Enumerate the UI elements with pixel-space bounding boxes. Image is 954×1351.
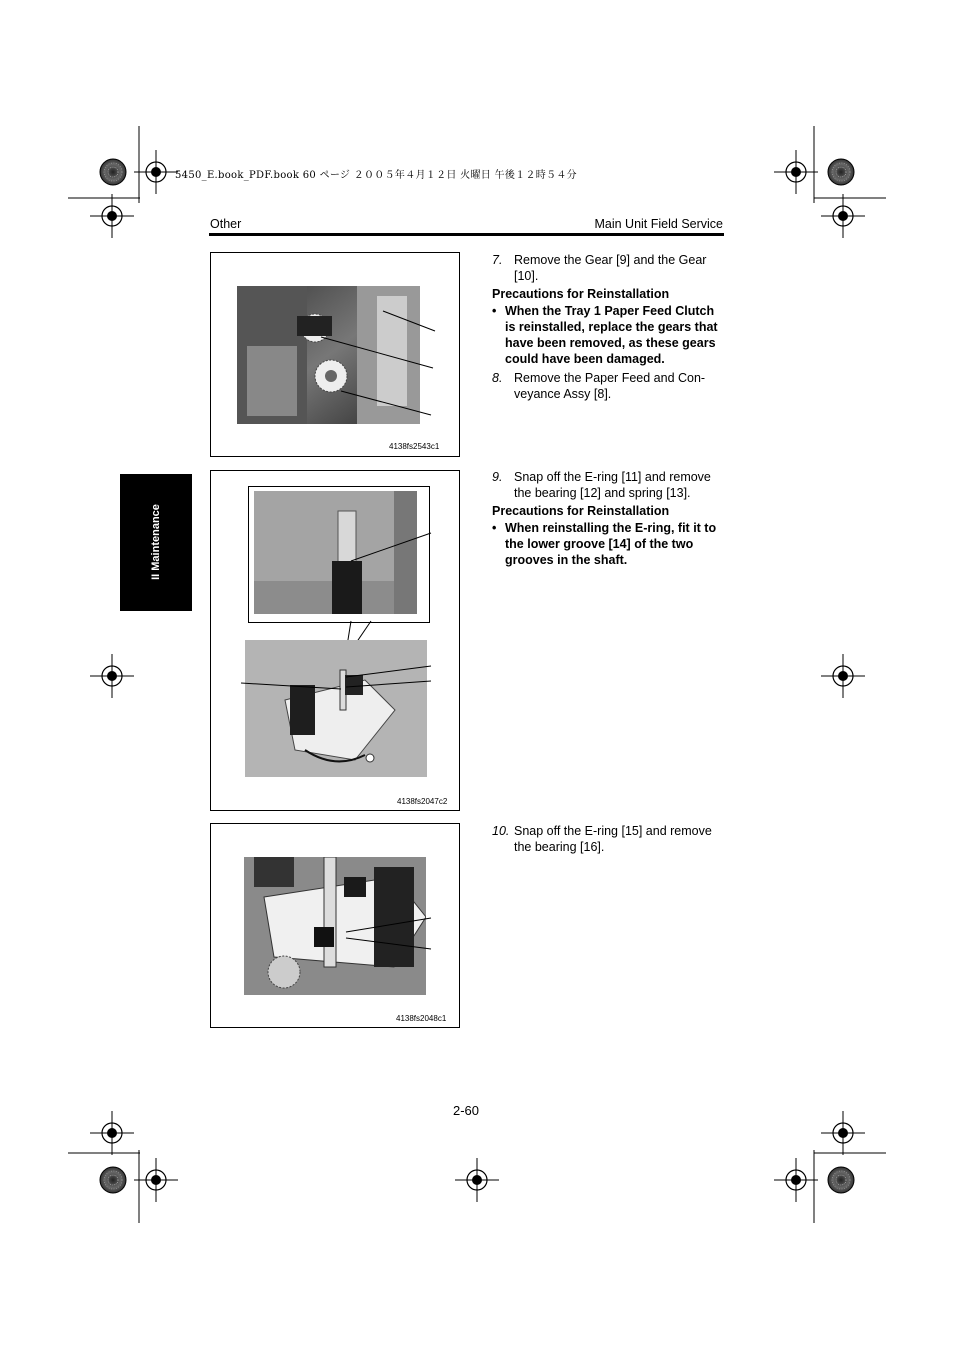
step-text: Remove the Gear [9] and the Gear [10]. xyxy=(514,253,707,283)
figure-2 xyxy=(210,470,460,811)
figure-1-leaders xyxy=(211,253,459,456)
figure-1-code: 4138fs2543c1 xyxy=(389,442,440,451)
figure-3 xyxy=(210,823,460,1028)
precaution-text: When the Tray 1 Paper Feed Clutch is reinstalled, replace the gears that have been removed, as these gears could have been damaged. xyxy=(505,304,718,366)
header-section-left: Other xyxy=(210,217,242,231)
figure-1 xyxy=(210,252,460,457)
precaution-title: Precautions for Reinstallation xyxy=(492,287,670,301)
figure-3-code: 4138fs2048c1 xyxy=(396,1014,447,1023)
step-number: 7. xyxy=(492,253,503,267)
bullet-icon: • xyxy=(492,521,497,535)
figure-3-leaders xyxy=(211,824,459,1027)
header-section-right: Main Unit Field Service xyxy=(594,217,723,231)
step-text: Snap off the E-ring [15] and remove the bearing [16]. xyxy=(514,824,712,854)
figure-2-code: 4138fs2047c2 xyxy=(397,797,448,806)
bullet-icon: • xyxy=(492,304,497,318)
step-text: Snap off the E-ring [11] and remove the bearing [12] and spring [13]. xyxy=(514,470,711,500)
side-tab-label: II Maintenance xyxy=(150,504,162,580)
precaution-title: Precautions for Reinstallation xyxy=(492,504,670,518)
step-number: 9. xyxy=(492,470,503,484)
print-info: 5450_E.book_PDF.book 60 ページ ２００５年４月１２日 火曜日 午後１２時５４分 xyxy=(175,170,577,181)
step-number: 10. xyxy=(492,824,510,838)
precaution-text: When reinstalling the E-ring, fit it to the lower groove [14] of the two grooves in the shaft. xyxy=(505,521,717,567)
step-number: 8. xyxy=(492,371,503,385)
page-number: 2-60 xyxy=(453,1103,480,1118)
side-tab xyxy=(120,474,192,611)
step-text: Remove the Paper Feed and Con-veyance Assy [8]. xyxy=(514,371,706,401)
figure-2-leaders-lower xyxy=(211,471,459,810)
header-rule xyxy=(209,233,724,236)
